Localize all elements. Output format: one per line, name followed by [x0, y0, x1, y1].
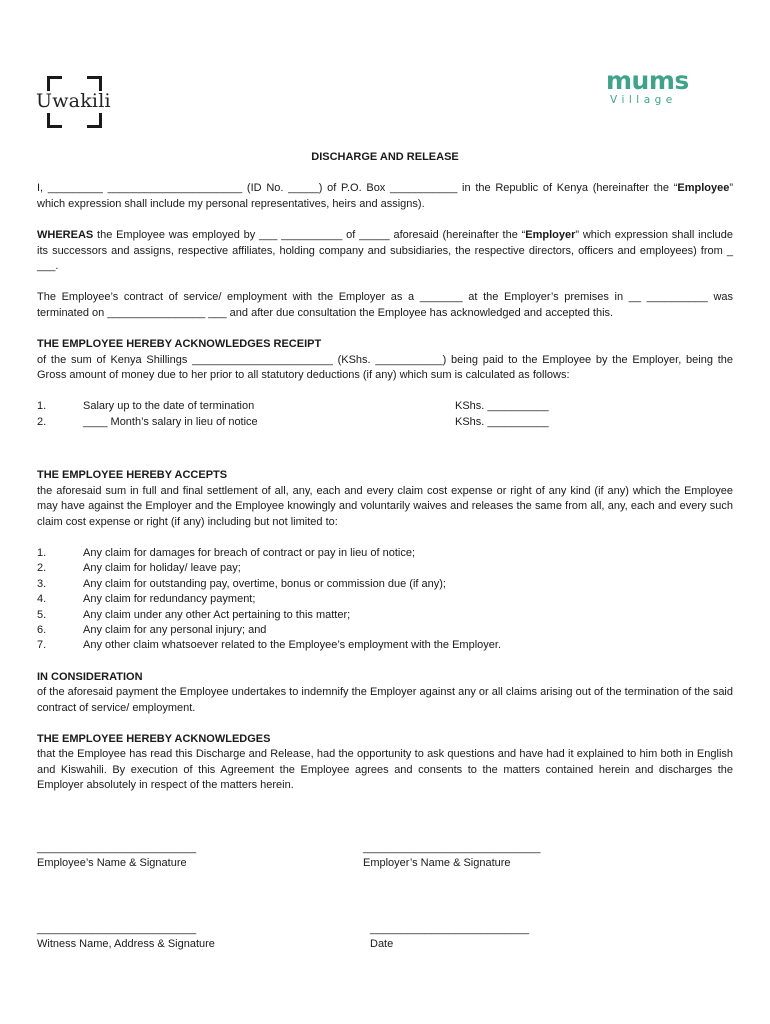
list-item [37, 546, 733, 561]
village-logo-text: Village [610, 94, 677, 106]
consideration-heading: IN CONSIDERATION [37, 670, 143, 683]
list-item [37, 577, 733, 592]
logo-bracket-icon [47, 113, 62, 128]
list-number: 2. [37, 562, 47, 575]
list-item-text: Any other claim whatsoever related to the Employee’s employment with the Employer. [83, 639, 501, 652]
signature-label: Employer’s Name & Signature [363, 857, 511, 869]
signature-line: _____________________________ [363, 842, 541, 854]
calculation-amount: KShs. __________ [455, 400, 549, 413]
date-signature [370, 923, 529, 950]
accepts-paragraph: the aforesaid sum in full and final settlement of all, any, each and every claim cost expense or right of any kind (if any) which the Employee may have against the Employer and the Employee knowingly and voluntarily waives and releases the same from all, any, each and every such claim cost expense or right (if any) including but not limited to: [37, 484, 733, 528]
logo-bracket-icon [87, 76, 102, 91]
employer-signature [363, 842, 540, 869]
calculation-row [37, 415, 733, 430]
calculation-label: Salary up to the date of termination [83, 400, 255, 413]
para2-text: the Employee was employed by ___ __________ of _____ aforesaid (hereinafter the “ [93, 229, 526, 242]
list-number: 1. [37, 400, 47, 413]
list-number: 7. [37, 639, 47, 652]
list-number: 2. [37, 415, 47, 428]
receipt-heading: THE EMPLOYEE HEREBY ACKNOWLEDGES RECEIPT [37, 338, 322, 351]
list-item-text: Any claim for redundancy payment; [83, 593, 256, 606]
list-number: 1. [37, 546, 47, 559]
calculation-list [37, 399, 733, 430]
signature-line: __________________________ [37, 842, 197, 854]
para2-text-end: ” which expression shall include its successors and assigns, respective affiliates, holding company and subsidiaries, the respective directors, officers and employees) from _ ___. [37, 229, 734, 273]
signature-label: Date [370, 938, 394, 950]
list-item [37, 638, 733, 653]
list-number: 3. [37, 577, 47, 590]
acknowledges-paragraph: that the Employee has read this Discharge and Release, had the opportunity to ask questions and have had it explained to him both in English and Kiswahili. By execution of this Agreement the Employee agrees and consents to the matters contained herein and discharges the Employer absolutely in respect of the matters herein. [37, 748, 733, 792]
calculation-label: ____ Month’s salary in lieu of notice [83, 415, 258, 428]
list-number: 6. [37, 623, 47, 636]
list-item-text: Any claim for outstanding pay, overtime, bonus or commission due (if any); [83, 577, 446, 590]
accepts-heading: THE EMPLOYEE HEREBY ACCEPTS [37, 469, 228, 482]
uwakili-logo-text: Uwakili [36, 90, 111, 112]
para1-text-end: ” which expression shall include my personal representatives, heirs and assigns). [37, 182, 733, 210]
uwakili-logo [36, 76, 112, 128]
acknowledges-heading: THE EMPLOYEE HEREBY ACKNOWLEDGES [37, 732, 271, 745]
logo-bracket-icon [87, 113, 102, 128]
witness-signature [37, 923, 215, 950]
signature-line: __________________________ [37, 923, 197, 935]
mums-logo-text: mums [606, 66, 689, 95]
document-body [37, 150, 733, 794]
list-number: 5. [37, 608, 47, 621]
list-number: 4. [37, 593, 47, 606]
whereas-term: WHEREAS [37, 229, 94, 242]
claims-list [37, 546, 733, 654]
list-item [37, 592, 733, 607]
list-item-text: Any claim for damages for breach of contract or pay in lieu of notice; [83, 546, 415, 559]
list-item [37, 608, 733, 623]
whereas-paragraph [37, 228, 733, 274]
list-item-text: Any claim for any personal injury; and [83, 623, 267, 636]
signature-line: __________________________ [370, 923, 530, 935]
receipt-paragraph: of the sum of Kenya Shillings _______________________ (KShs. ___________) being paid to the Employee by the Employer, being the Gross amount of money due to her prior to all statutory deductions (if any) which sum is calculated as follows: [37, 353, 733, 382]
calculation-amount: KShs. __________ [455, 415, 549, 428]
consideration-paragraph: of the aforesaid payment the Employee undertakes to indemnify the Employer against any or all claims arising out of the termination of the said contract of service/ employment. [37, 686, 733, 714]
termination-paragraph: The Employee’s contract of service/ employment with the Employer as a _______ at the Employer’s premises in __ __________ was terminated on ________________ ___ and after due consultation the Employee has acknowledged and accepted this. [37, 291, 733, 319]
list-item [37, 623, 733, 638]
para1-text: I, _________ ______________________ (ID No. _____) of P.O. Box ___________ in the Republic of Kenya (hereinafter the “ [37, 182, 678, 195]
logo-bracket-icon [47, 76, 62, 91]
signature-label: Witness Name, Address & Signature [37, 938, 215, 950]
list-item-text: Any claim under any other Act pertaining to this matter; [83, 608, 351, 621]
employer-term: Employer [525, 229, 576, 242]
employee-signature [37, 842, 196, 869]
list-item-text: Any claim for holiday/ leave pay; [83, 562, 241, 575]
mums-village-logo [604, 66, 694, 110]
employee-identity-paragraph [37, 181, 733, 212]
employee-term: Employee [677, 182, 730, 195]
calculation-row [37, 399, 733, 414]
signature-label: Employee’s Name & Signature [37, 857, 187, 869]
document-title: DISCHARGE AND RELEASE [311, 151, 459, 163]
list-item [37, 561, 733, 576]
